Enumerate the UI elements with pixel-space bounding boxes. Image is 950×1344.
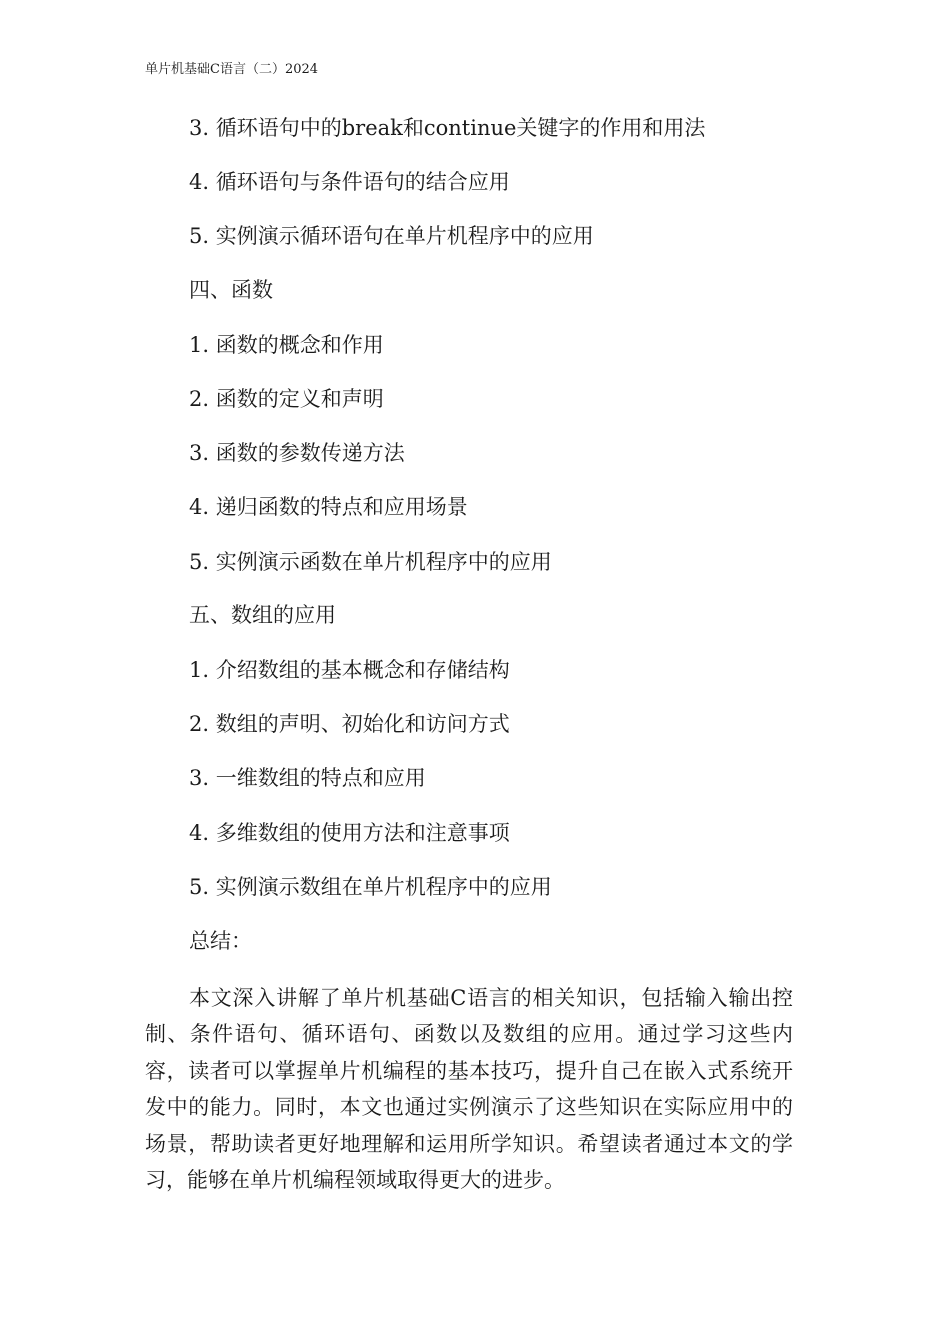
page-header: 单片机基础C语言（二）2024 xyxy=(145,62,319,77)
list-item: 1. 介绍数组的基本概念和存储结构 xyxy=(189,658,510,682)
list-item: 1. 函数的概念和作用 xyxy=(189,333,384,357)
summary-heading: 总结： xyxy=(189,929,252,953)
section-heading: 四、函数 xyxy=(189,278,273,302)
list-item: 5. 实例演示数组在单片机程序中的应用 xyxy=(189,875,552,899)
list-item: 4. 多维数组的使用方法和注意事项 xyxy=(189,821,510,845)
section-heading: 五、数组的应用 xyxy=(189,603,336,627)
list-item: 3. 一维数组的特点和应用 xyxy=(189,766,426,790)
list-item: 3. 循环语句中的break和continue关键字的作用和用法 xyxy=(189,116,706,140)
summary-paragraph: 本文深入讲解了单片机基础C语言的相关知识，包括输入输出控制、条件语句、循环语句、函数以及数组的应用。通过学习这些内容，读者可以掌握单片机编程的基本技巧，提升自己在嵌入式系统开发中的能力。同时，本文也通过实例演示了这些知识在实际应用中的场景，帮助读者更好地理解和运用所学知识。希望读者通过本文的学习，能够在单片机编程领域取得更大的进步。 xyxy=(145,986,793,1193)
list-item: 3. 函数的参数传递方法 xyxy=(189,441,405,465)
list-item: 5. 实例演示函数在单片机程序中的应用 xyxy=(189,550,552,574)
list-item: 2. 函数的定义和声明 xyxy=(189,387,384,411)
list-item: 2. 数组的声明、初始化和访问方式 xyxy=(189,712,510,736)
list-item: 5. 实例演示循环语句在单片机程序中的应用 xyxy=(189,224,594,248)
list-item: 4. 循环语句与条件语句的结合应用 xyxy=(189,170,510,194)
list-item: 4. 递归函数的特点和应用场景 xyxy=(189,495,468,519)
